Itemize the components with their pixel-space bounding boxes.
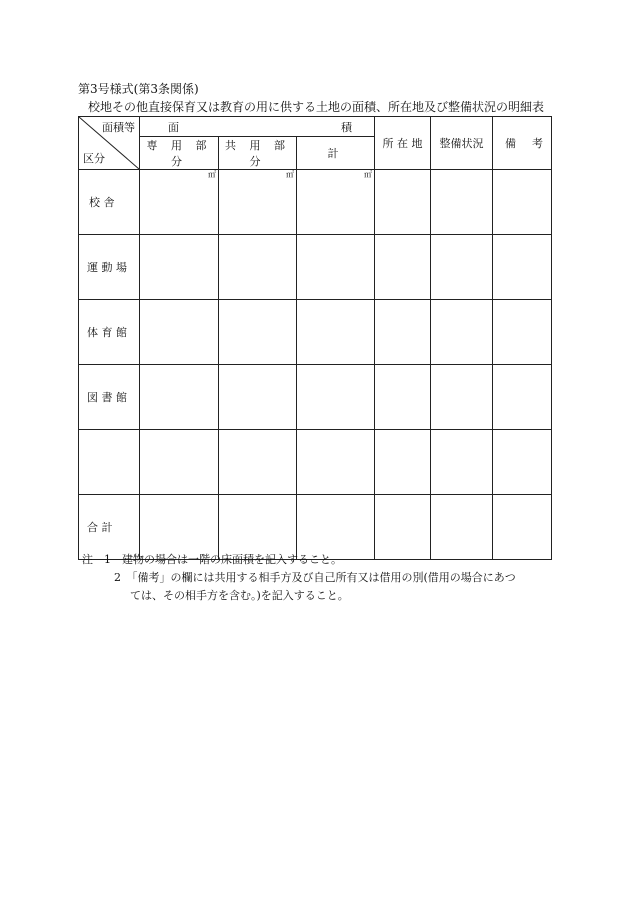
table-cell xyxy=(140,300,219,365)
table-cell xyxy=(431,430,493,495)
remarks-header-right: 考 xyxy=(532,137,544,150)
table-cell xyxy=(375,235,431,300)
area-table xyxy=(78,116,552,560)
table-cell xyxy=(219,495,297,560)
table-cell xyxy=(297,365,375,430)
table-cell xyxy=(493,300,552,365)
row-label: 体 育 館 xyxy=(79,300,140,365)
table-cell xyxy=(431,365,493,430)
form-number: 第3号様式(第3条関係) xyxy=(78,82,199,96)
table-cell xyxy=(493,430,552,495)
area-header-right: 積 xyxy=(341,120,353,134)
table-cell xyxy=(219,430,297,495)
diagonal-header-cell xyxy=(79,117,140,170)
table-row xyxy=(79,365,552,430)
table-cell xyxy=(431,300,493,365)
table-cell xyxy=(140,430,219,495)
exclusive-area-header: 専 用 部 分 xyxy=(140,137,219,170)
remarks-cell xyxy=(493,170,552,235)
row-label: 合 計 xyxy=(79,495,140,560)
table-row xyxy=(79,235,552,300)
note-2: 2 「備考」の欄には共用する相手方及び自己所有又は借用の別(借用の場合にあつ xyxy=(114,571,516,584)
table-cell xyxy=(375,430,431,495)
table-cell xyxy=(140,495,219,560)
remarks-header-left: 備 xyxy=(505,137,517,150)
table-cell xyxy=(493,365,552,430)
diag-bottom-label: 区分 xyxy=(83,152,105,165)
table-cell xyxy=(140,235,219,300)
shared-area-header: 共 用 部 分 xyxy=(219,137,297,170)
table-row xyxy=(79,300,552,365)
table-cell xyxy=(219,235,297,300)
unit-cell xyxy=(219,170,297,235)
unit-cell xyxy=(140,170,219,235)
row-label xyxy=(79,430,140,495)
table-row xyxy=(79,495,552,560)
table-cell xyxy=(219,365,297,430)
row-label: 図 書 館 xyxy=(79,365,140,430)
unit-label: ㎡ xyxy=(364,170,373,179)
total-area-header: 計 xyxy=(297,137,375,170)
table-cell xyxy=(297,430,375,495)
location-header: 所 在 地 xyxy=(375,117,431,170)
row-label: 校 舎 xyxy=(79,170,140,235)
table-cell xyxy=(219,300,297,365)
status-cell xyxy=(431,170,493,235)
table-cell xyxy=(431,495,493,560)
unit-cell xyxy=(297,170,375,235)
area-header xyxy=(140,117,375,137)
table-cell xyxy=(493,495,552,560)
table-title: 校地その他直接保育又は教育の用に供する土地の面積、所在地及び整備状況の明細表 xyxy=(88,100,545,114)
table-cell xyxy=(431,235,493,300)
location-cell xyxy=(375,170,431,235)
note-2-continued: ては、その相手方を含む。)を記入すること。 xyxy=(130,589,349,602)
remarks-header xyxy=(493,117,552,170)
note-1: 注 1 建物の場合は一階の床面積を記入すること。 xyxy=(82,553,342,566)
table-cell xyxy=(375,365,431,430)
table-row xyxy=(79,430,552,495)
table-cell xyxy=(297,300,375,365)
table-cell xyxy=(140,365,219,430)
unit-label: ㎡ xyxy=(208,170,216,179)
unit-label: ㎡ xyxy=(286,170,294,179)
table-row xyxy=(79,170,552,235)
row-label: 運 動 場 xyxy=(79,235,140,300)
table-cell xyxy=(297,495,375,560)
table-cell xyxy=(375,300,431,365)
status-header: 整備状況 xyxy=(431,117,493,170)
notes xyxy=(82,551,516,605)
diag-top-label: 面積等 xyxy=(102,121,135,134)
table-cell xyxy=(297,235,375,300)
table-cell xyxy=(493,235,552,300)
table-cell xyxy=(375,495,431,560)
area-header-left: 面 xyxy=(168,120,179,134)
